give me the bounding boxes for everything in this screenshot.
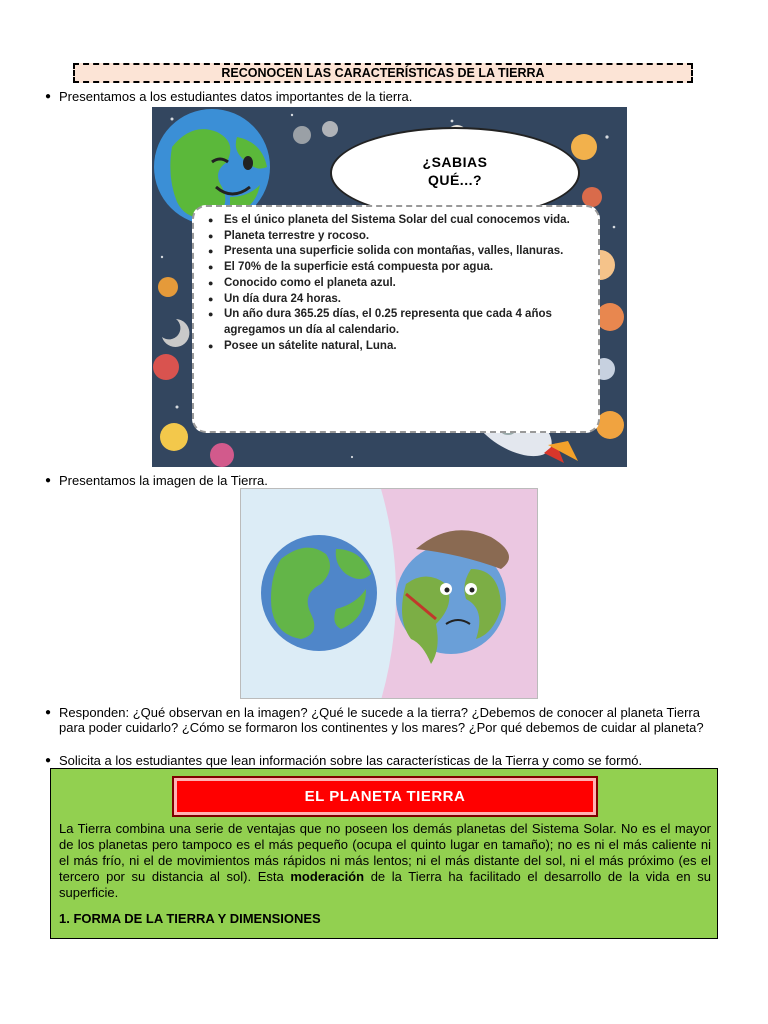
section-banner <box>172 776 598 817</box>
fact-item: ● Es el único planeta del Sistema Solar del cual conocemos vida. <box>206 213 596 229</box>
fact-item: ● Presenta una superficie solida con montañas, valles, llanuras. <box>206 244 596 260</box>
fact-item: ● Posee un sátelite natural, Luna. <box>206 339 596 355</box>
info-box <box>50 768 718 939</box>
bullet-icon: ● <box>45 707 52 718</box>
bullet-icon: ● <box>45 755 52 766</box>
fact-item: ● Conocido como el planeta azul. <box>206 276 596 292</box>
section-heading: 1. FORMA DE LA TIERRA Y DIMENSIONES <box>59 911 321 926</box>
fact-item: ● Un año dura 365.25 días, el 0.25 representa que cada 4 años agregamos un día al calendario. <box>206 307 596 338</box>
bullet-text: Responden: ¿Qué observan en la imagen? ¿Qué le sucede a la tierra? ¿Debemos de conocer al planeta Tierra para poder cuidarlo? ¿Cómo se formaron los continentes y los mares? ¿Por qué debemos de cuidar al planeta? <box>59 705 704 735</box>
sabias-que-poster <box>152 107 627 467</box>
fact-item: ● Planeta terrestre y rocoso. <box>206 229 596 245</box>
bubble-line-1: ¿SABIAS <box>422 154 488 170</box>
bubble-text <box>332 153 578 189</box>
healthy-earth-icon <box>261 535 377 651</box>
earth-comparison-image <box>240 488 538 699</box>
fact-item: ● El 70% de la superficie está compuesta por agua. <box>206 260 596 276</box>
bullet-text: Presentamos a los estudiantes datos importantes de la tierra. <box>59 89 413 104</box>
bullet-text: Solicita a los estudiantes que lean información sobre las características de la Tierra y como se formó. <box>59 753 643 768</box>
page-title <box>73 63 693 83</box>
bullet-icon: ● <box>45 475 52 486</box>
info-paragraph <box>59 821 711 901</box>
earth-comparison-illustration <box>241 489 538 699</box>
page-title-text: RECONOCEN LAS CARACTERÍSTICAS DE LA TIERRA <box>221 66 545 80</box>
para-text-2: de la Tierra ha facilitado el desarrollo de la vida en su superficie. <box>59 869 711 900</box>
bullet-text: Presentamos la imagen de la Tierra. <box>59 473 268 488</box>
bullet-icon: ● <box>45 91 52 102</box>
facts-list <box>206 213 596 354</box>
para-text-1: La Tierra combina una serie de ventajas que no poseen los demás planetas del Sistema Solar. No es el mayor de los planetas pero tampoco es el más pequeño (ocupa el quinto lugar en tamaño); no es ni el más caliente ni el más frío, ni el de movimientos más rápidos ni más lentos; ni el más distante del sol, ni el más próximo (es el tercero por su distancia al sol). Esta <box>59 821 711 884</box>
bubble-line-2: QUÉ...? <box>427 172 483 188</box>
fact-item: ● Un día dura 24 horas. <box>206 292 596 308</box>
banner-title: EL PLANETA TIERRA <box>304 788 466 805</box>
para-bold-word: moderación <box>290 869 365 884</box>
